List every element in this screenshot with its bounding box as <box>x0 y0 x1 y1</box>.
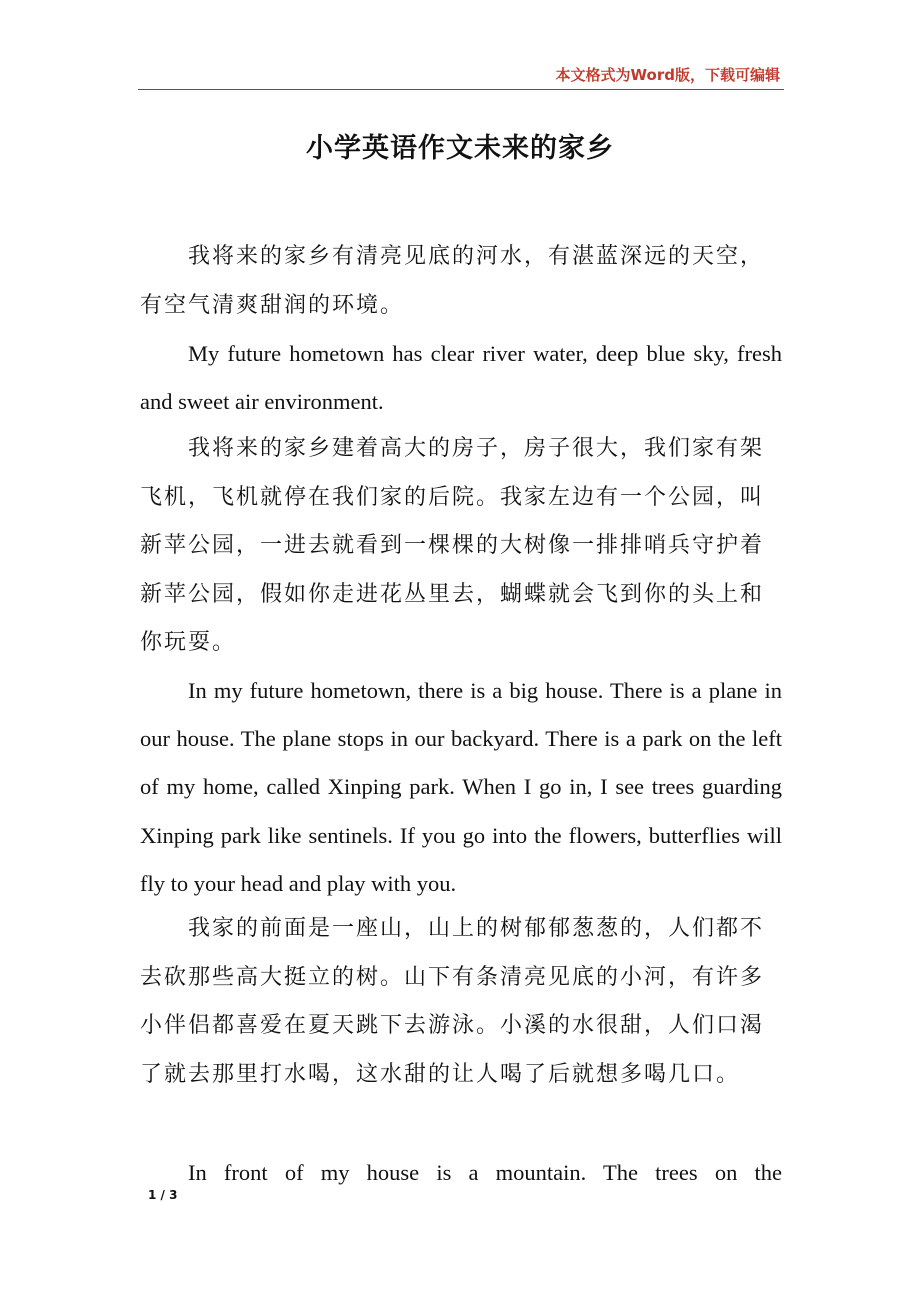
header-format-note: 本文格式为Word版，下载可编辑 <box>555 66 780 84</box>
paragraph-zh-2: 我将来的家乡建着高大的房子，房子很大，我们家有架飞机，飞机就停在我们家的后院。我家左边有一个公园，叫新苹公园，一进去就看到一棵棵的大树像一排排哨兵守护着新苹公园，假如你走进花丛里去，蝴蝶就会飞到你的头上和你玩耍。 <box>140 436 765 655</box>
page-number: 1 / 3 <box>148 1188 178 1202</box>
paragraph-zh-3: 我家的前面是一座山，山上的树郁郁葱葱的，人们都不去砍那些高大挺立的树。山下有条清亮见底的小河，有许多小伴侣都喜爱在夏天跳下去游泳。小溪的水很甜，人们口渴了就去那里打水喝，这水甜的让人喝了后就想多喝几口。 <box>140 916 765 1087</box>
paragraph-en-1: My future hometown has clear river water, deep blue sky, fresh and sweet air environment. <box>140 341 782 415</box>
paragraph-zh-1: 我将来的家乡有清亮见底的河水，有湛蓝深远的天空，有空气清爽甜润的环境。 <box>140 244 765 318</box>
document-title: 小学英语作文未来的家乡 <box>306 133 614 164</box>
header-divider <box>138 89 784 90</box>
paragraph-en-2: In my future hometown, there is a big house. There is a plane in our house. The plane stops in our backyard. There is a park on the left of my home, called Xinping park. When I go in, I see trees guarding Xinping park like sentinels. If you go into the flowers, butterflies will fly to your head and play with you. <box>140 678 782 896</box>
paragraph-en-3: In front of my house is a mountain. The trees on the <box>188 1160 782 1185</box>
